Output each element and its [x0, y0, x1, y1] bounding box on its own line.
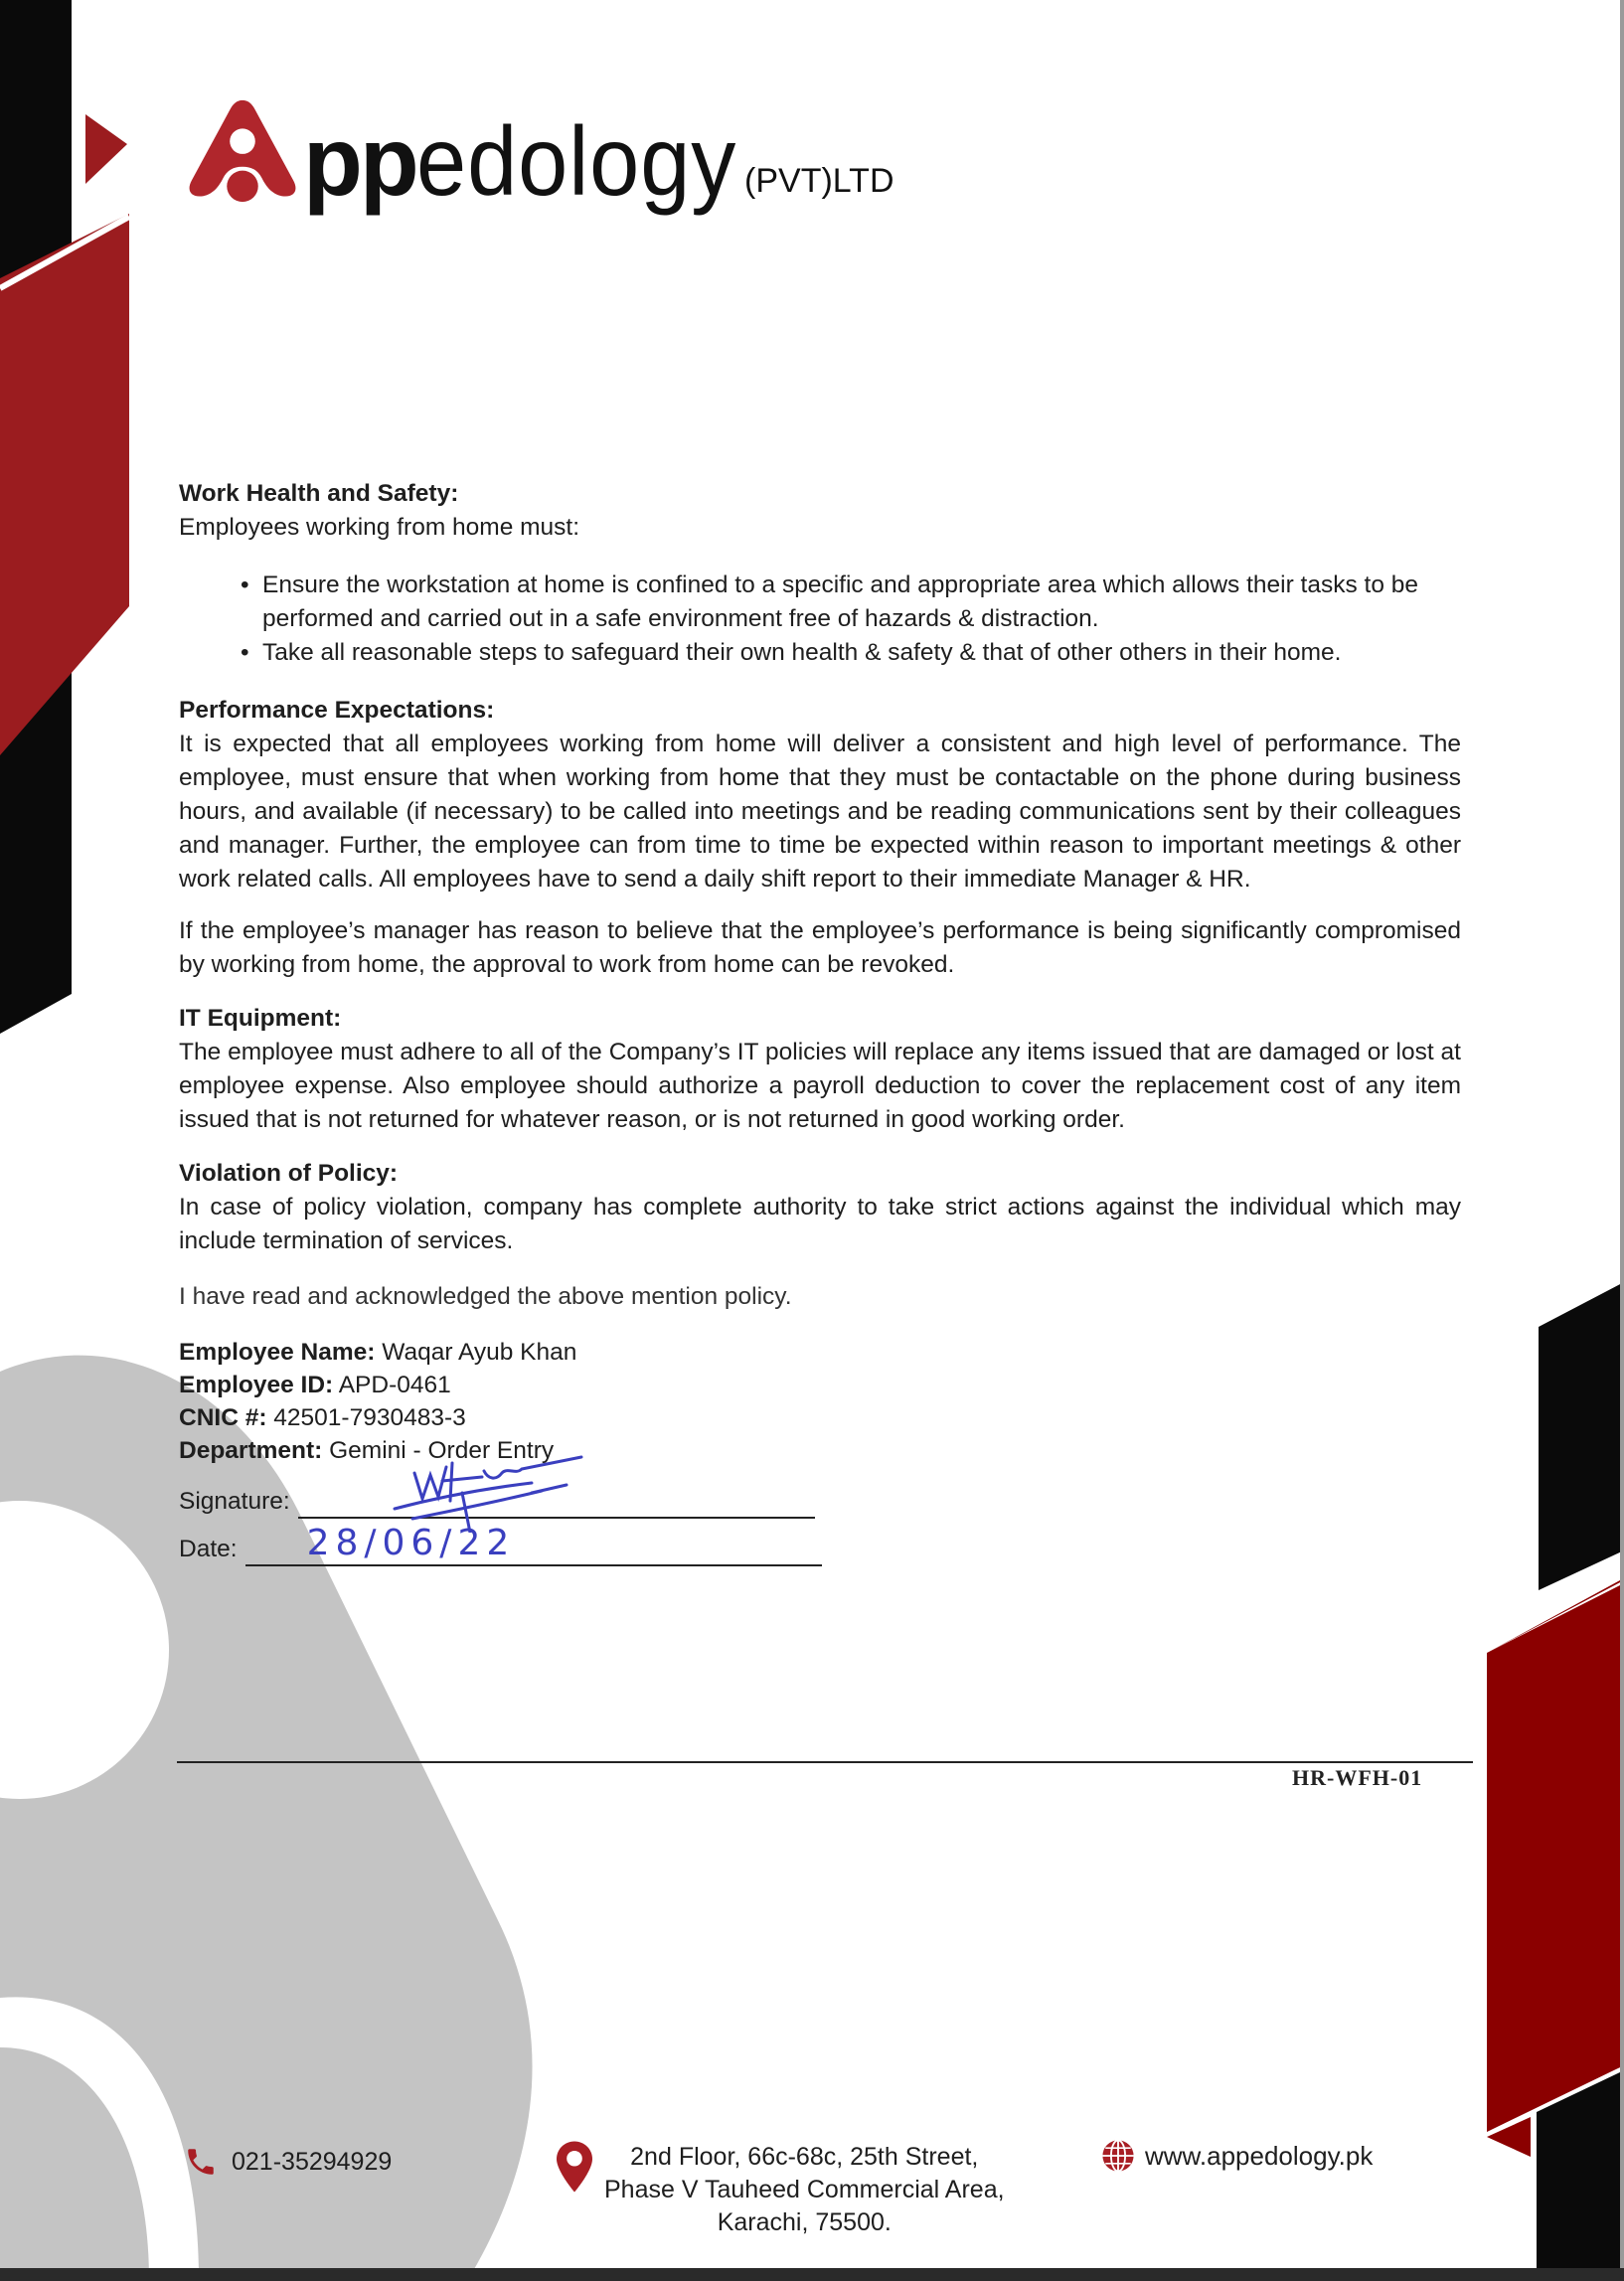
employee-name-row	[179, 1336, 1461, 1369]
document-reference-code: HR-WFH-01	[1292, 1765, 1423, 1790]
section-heading: Performance Expectations:	[179, 697, 495, 724]
map-pin-icon	[557, 2141, 592, 2193]
signature-line[interactable]	[298, 1487, 815, 1519]
cnic-label: CNIC #:	[179, 1404, 267, 1431]
section-heading: Violation of Policy:	[179, 1160, 399, 1187]
section-work-health-safety	[179, 477, 1461, 670]
employee-info	[179, 1336, 1461, 1467]
logo-suffix: (PVT)LTD	[744, 162, 894, 200]
employee-id-row	[179, 1369, 1461, 1401]
section-paragraph: The employee must adhere to all of the Company’s IT policies will replace any items issued that are damaged or lost at employee expense. Also employee should authorize a payroll deduction to cover the replacement cost of any item issued that is not returned for whatever reason, or is not returned in good working order.	[179, 1039, 1461, 1133]
section-it-equipment	[179, 1002, 1461, 1137]
section-heading: Work Health and Safety:	[179, 480, 459, 507]
handwritten-date: 28/06/22	[306, 1523, 516, 1563]
stylized-a-person-icon	[184, 95, 301, 205]
company-logo	[184, 95, 894, 216]
date-line[interactable]	[245, 1523, 822, 1566]
right-black-bottom	[1537, 2072, 1620, 2281]
bullet-item: • Ensure the workstation at home is confined to a specific and appropriate area which allows their tasks to be performed and carried out in a safe environment free of hazards & distraction.	[262, 569, 1461, 636]
phone-number[interactable]: 021-35294929	[232, 2147, 393, 2176]
phone-icon	[184, 2145, 218, 2179]
cnic-value: 42501-7930483-3	[273, 1404, 466, 1431]
logo-text-bold: pp	[303, 105, 416, 216]
document-divider	[177, 1761, 1473, 1763]
footer-phone	[184, 2145, 392, 2179]
section-paragraph: If the employee’s manager has reason to believe that the employee’s performance is being significantly compromised by working from home, the approval to work from home can be revoked.	[179, 917, 1461, 978]
footer-address	[557, 2141, 1005, 2239]
signature-label: Signature:	[179, 1488, 290, 1515]
footer-website	[1101, 2139, 1373, 2173]
globe-icon	[1101, 2139, 1135, 2173]
bullet-list	[179, 569, 1461, 670]
address-line: Phase V Tauheed Commercial Area,	[604, 2176, 1005, 2203]
employee-id-value: APD-0461	[338, 1372, 451, 1398]
employee-name-value: Waqar Ayub Khan	[382, 1339, 577, 1366]
date-row	[179, 1523, 1461, 1566]
department-value: Gemini - Order Entry	[329, 1437, 555, 1464]
address-line: 2nd Floor, 66c-68c, 25th Street,	[630, 2143, 979, 2171]
address-line: Karachi, 75500.	[717, 2208, 892, 2236]
employee-name-label: Employee Name:	[179, 1339, 376, 1366]
bullet-item: • Take all reasonable steps to safeguard their own health & safety & that of other others in their home.	[262, 636, 1461, 670]
section-performance-expectations	[179, 694, 1461, 982]
department-label: Department:	[179, 1437, 323, 1464]
department-row	[179, 1434, 1461, 1467]
cnic-row	[179, 1401, 1461, 1434]
section-intro: Employees working from home must:	[179, 514, 580, 541]
handwritten-signature	[393, 1453, 611, 1533]
logo-text-light: edology	[415, 105, 737, 216]
left-red-triangle	[85, 114, 127, 184]
left-red-band	[0, 214, 129, 755]
website-link[interactable]: www.appedology.pk	[1145, 2140, 1374, 2171]
section-heading: IT Equipment:	[179, 1005, 342, 1032]
section-paragraph: In case of policy violation, company has complete authority to take strict actions against the individual which may include termination of services.	[179, 1194, 1461, 1254]
signature-row	[179, 1485, 1461, 1519]
acknowledgement-text: I have read and acknowledged the above mention policy.	[179, 1283, 792, 1310]
policy-body	[179, 477, 1461, 1566]
section-violation-of-policy	[179, 1157, 1461, 1258]
right-black-top	[1539, 1282, 1624, 1590]
section-paragraph: It is expected that all employees working from home will deliver a consistent and high level of performance. The employee, must ensure that when working from home that they must be contactable on the phone during business hours, and available (if necessary) to be called into meetings and be reading communications sent by their colleagues and manager. Further, the employee can from time to time be expected within reason to important meetings & other work related calls. All employees have to send a daily shift report to their immediate Manager & HR.	[179, 731, 1461, 893]
date-label: Date:	[179, 1536, 238, 1562]
employee-id-label: Employee ID:	[179, 1372, 334, 1398]
